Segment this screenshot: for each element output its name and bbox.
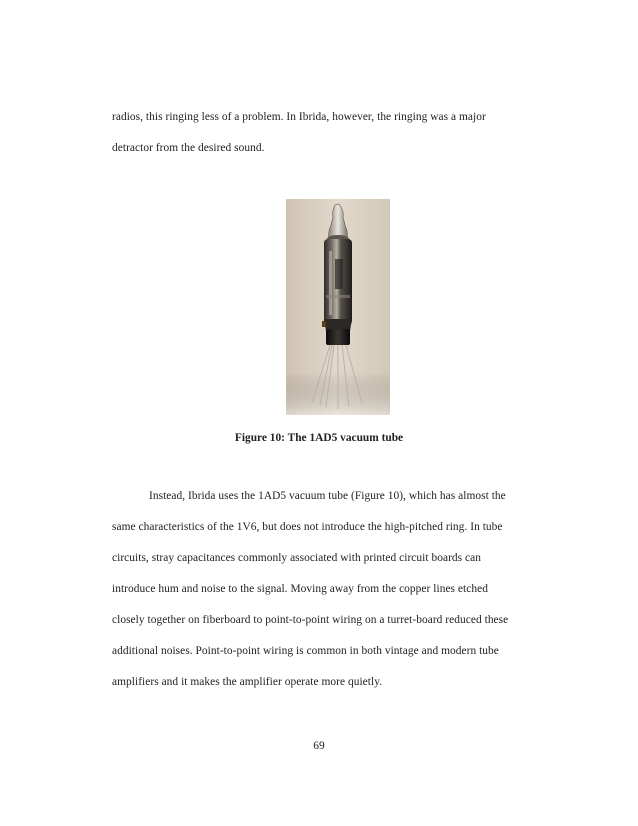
paragraph-line: same characteristics of the 1V6, but does not introduce the high-pitched ring. In tube bbox=[112, 521, 503, 533]
page-number: 69 bbox=[313, 740, 325, 752]
paragraph-line: circuits, stray capacitances commonly associated with printed circuit boards can bbox=[112, 552, 481, 564]
vacuum-tube-photo bbox=[286, 199, 390, 415]
paragraph-line: detractor from the desired sound. bbox=[112, 142, 265, 154]
paragraph-line: introduce hum and noise to the signal. Moving away from the copper lines etched bbox=[112, 583, 488, 595]
paragraph-line: closely together on fiberboard to point-to-point wiring on a turret-board reduced these bbox=[112, 614, 509, 626]
paragraph-line: amplifiers and it makes the amplifier operate more quietly. bbox=[112, 676, 383, 688]
paragraph-line: Instead, Ibrida uses the 1AD5 vacuum tube (Figure 10), which has almost the bbox=[149, 490, 506, 502]
paragraph-line: additional noises. Point-to-point wiring is common in both vintage and modern tube bbox=[112, 645, 499, 657]
paragraph-line: radios, this ringing less of a problem. In Ibrida, however, the ringing was a major bbox=[112, 111, 486, 123]
paragraph-top bbox=[112, 102, 552, 164]
paragraph-bottom bbox=[112, 481, 552, 698]
vacuum-tube-figure bbox=[286, 199, 390, 415]
figure-caption: Figure 10: The 1AD5 vacuum tube bbox=[234, 432, 404, 444]
